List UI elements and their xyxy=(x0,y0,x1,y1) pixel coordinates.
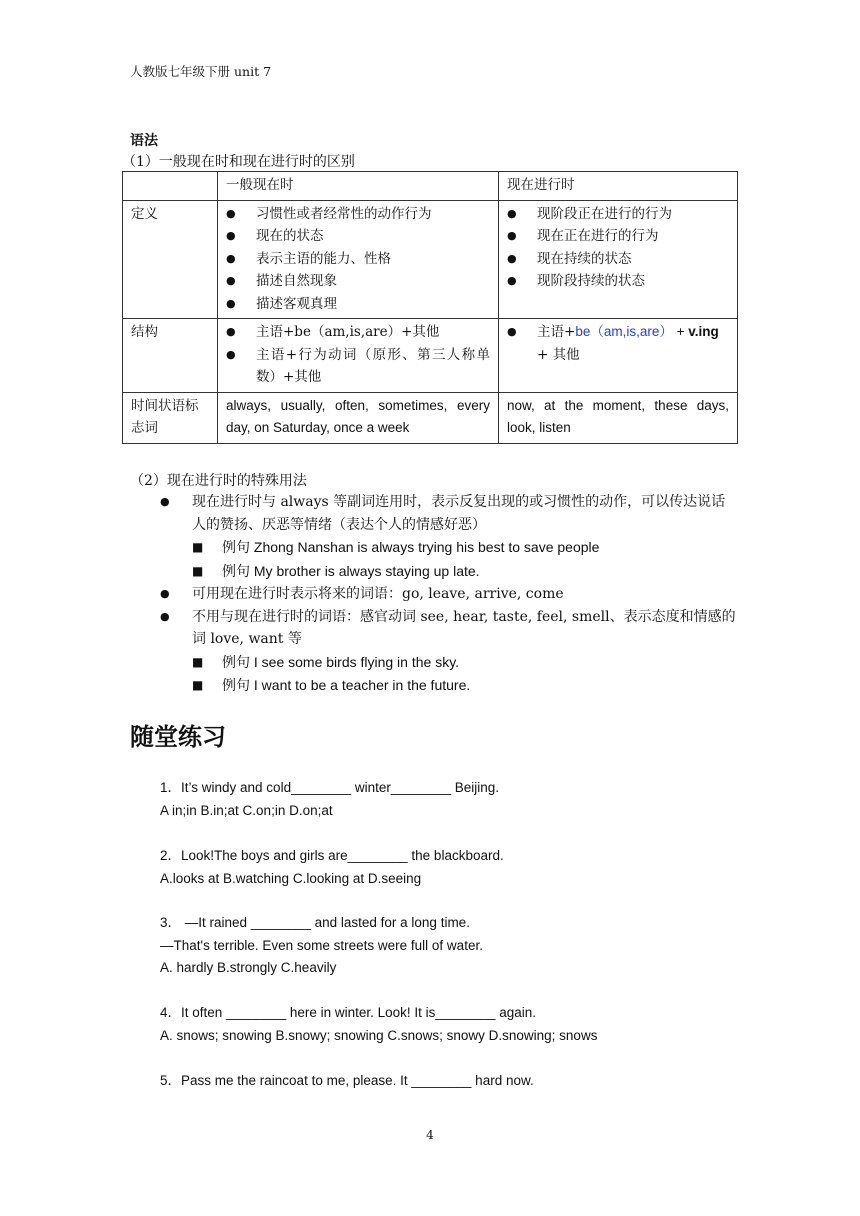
table-row xyxy=(123,319,738,393)
list-item: ● 现在正在进行的行为 xyxy=(507,225,729,248)
exercise-1 xyxy=(160,777,740,822)
be-forms-text: be（am,is,are） xyxy=(575,324,673,339)
bullet-icon: ● xyxy=(160,609,170,623)
page-header: 人教版七年级下册 unit 7 xyxy=(130,64,272,79)
subsection-title-1: （1）一般现在时和现在进行时的区别 xyxy=(122,154,355,170)
list-item xyxy=(160,674,738,698)
list-item: ● 主语+be（am,is,are）+其他 xyxy=(226,321,490,344)
table-head-cell: 一般现在时 xyxy=(218,172,499,201)
list-item: ● 现阶段持续的状态 xyxy=(507,270,729,293)
answer-options: A. snows; snowing B.snowy; snowing C.snows; snowy D.snowing; snows xyxy=(160,1027,598,1043)
square-bullet-icon: ■ xyxy=(192,540,204,554)
example-sentence: 例句 I see some birds flying in the sky. xyxy=(222,653,460,670)
table-cell xyxy=(218,200,499,319)
structure-text: + 其他 xyxy=(537,346,580,363)
list-item: ● 主语+行为动词（原形、第三人称单数）+其他 xyxy=(226,344,490,389)
bullet-list xyxy=(507,203,729,293)
list-item: ● 表示主语的能力、性格 xyxy=(226,248,490,271)
list-item xyxy=(160,560,738,584)
list-item xyxy=(160,651,738,675)
table-row xyxy=(123,392,738,443)
row-label: 时间状语标志词 xyxy=(123,392,218,443)
section-title: 语法 xyxy=(130,133,158,149)
example-sentence: 例句 I want to be a teacher in the future. xyxy=(222,677,471,693)
bullet-list xyxy=(226,321,490,389)
table-row xyxy=(123,200,738,319)
tense-comparison-table xyxy=(122,171,738,444)
bullet-icon: ● xyxy=(160,587,170,600)
list-item: ● 描述客观真理 xyxy=(226,293,490,316)
list-item xyxy=(160,583,738,606)
row-label: 定义 xyxy=(123,200,218,319)
practice-title: 随堂练习 xyxy=(130,723,226,751)
example-sentence: 例句 Zhong Nanshan is always trying his best to save people xyxy=(222,539,600,555)
bullet-list xyxy=(507,321,729,366)
answer-options: A in;in B.in;at C.on;in D.on;at xyxy=(160,802,333,818)
table-cell xyxy=(499,200,738,319)
exercise-4 xyxy=(160,1002,740,1047)
question-text: 4．It often ________ here in winter. Look! It is________ again. xyxy=(160,1005,537,1020)
table-head-cell: 现在进行时 xyxy=(499,172,738,201)
list-item xyxy=(160,606,738,651)
usage-text: 可用现在进行时表示将来的词语：go, leave, arrive, come xyxy=(192,586,564,602)
question-text: 1．It’s windy and cold________ winter________ Beijing. xyxy=(160,780,499,795)
square-bullet-icon: ■ xyxy=(192,654,204,669)
list-item: ● 现在持续的状态 xyxy=(507,248,729,271)
square-bullet-icon: ■ xyxy=(192,563,204,578)
answer-options: A. hardly B.strongly C.heavily xyxy=(160,960,337,975)
question-text: 5．Pass me the raincoat to me, please. It ________ hard now. xyxy=(160,1073,534,1088)
list-item: ● 现在的状态 xyxy=(226,225,490,248)
page-number: 4 xyxy=(426,1128,434,1142)
usage-text: 现在进行时与 always 等副词连用时，表示反复出现的或习惯性的动作，可以传达说话人的赞扬、厌恶等情绪（表达个人的情感好恶） xyxy=(192,494,726,533)
usage-text: 不用与现在进行时的词语：感官动词 see, hear, taste, feel, smell、表示态度和情感的词 love, want 等 xyxy=(192,608,736,647)
exercise-3 xyxy=(160,912,740,980)
list-item: ● 描述自然现象 xyxy=(226,270,490,293)
question-text: 2．Look!The boys and girls are________ the blackboard. xyxy=(160,848,504,863)
plus-text: + xyxy=(672,324,689,339)
row-label: 结构 xyxy=(123,319,218,393)
answer-options: A.looks at B.watching C.looking at D.seeing xyxy=(160,870,422,886)
list-item xyxy=(160,491,738,536)
table-cell xyxy=(499,319,738,393)
list-item: ● 现阶段正在进行的行为 xyxy=(507,203,729,226)
table-cell: now, at the moment, these days, look, listen xyxy=(499,392,738,443)
bullet-icon: ● xyxy=(160,495,170,508)
table-cell: always, usually, often, sometimes, every day, on Saturday, once a week xyxy=(218,392,499,443)
list-item xyxy=(160,536,738,560)
bullet-list xyxy=(226,203,490,316)
ving-text: v.ing xyxy=(688,324,719,339)
list-item xyxy=(507,321,729,366)
usage-list xyxy=(160,491,738,698)
list-item: ● 习惯性或者经常性的动作行为 xyxy=(226,203,490,226)
question-text: 3． —It rained ________ and lasted for a long time. xyxy=(160,915,470,930)
structure-text: 主语+ xyxy=(537,324,576,340)
exercise-2 xyxy=(160,845,740,890)
table-header-row xyxy=(123,172,738,201)
subsection-title-2: （2）现在进行时的特殊用法 xyxy=(130,473,307,489)
question-text: —That's terrible. Even some streets were full of water. xyxy=(160,937,483,953)
example-sentence: 例句 My brother is always staying up late. xyxy=(222,562,480,579)
exercise-5 xyxy=(160,1070,740,1093)
table-head-cell xyxy=(123,172,218,201)
square-bullet-icon: ■ xyxy=(192,678,204,692)
table-cell xyxy=(218,319,499,393)
